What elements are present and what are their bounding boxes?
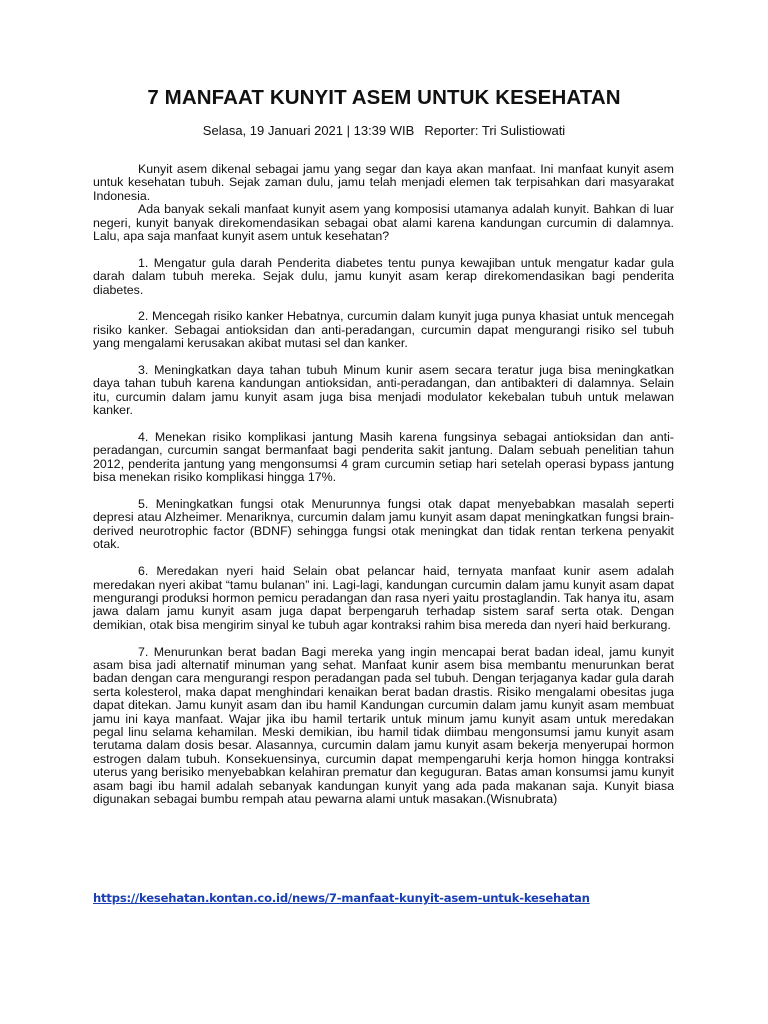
- article-reporter: Reporter: Tri Sulistiowati: [424, 123, 566, 138]
- article-title: 7 MANFAAT KUNYIT ASEM UNTUK KESEHATAN: [147, 86, 621, 109]
- intro-paragraph: Kunyit asem dikenal sebagai jamu yang segar dan kaya akan manfaat. Ini manfaat kunyit asem untuk kesehatan tubuh. Sejak zaman dulu, jamu telah menjadi elemen tak terpisahkan dari masyarakat Indonesia.: [93, 162, 674, 203]
- benefit-item-3: 3. Meningkatkan daya tahan tubuh Minum kunir asem secara teratur juga bisa meningkatkan daya tahan tubuh karena kandungan antioksidan, anti-peradangan, dan antibakteri di dalamnya. Selain itu, curcumin dalam jamu kunyit asam juga bisa menjadi modulator kekebalan tubuh untuk melawan kanker.: [93, 363, 674, 418]
- article-body: [93, 163, 674, 806]
- benefit-item-1: 1. Mengatur gula darah Penderita diabetes tentu punya kewajiban untuk mengatur kadar gula darah dalam tubuh mereka. Sejak dulu, jamu kunyit asam kerap direkomendasikan bagi penderita diabetes.: [93, 255, 674, 297]
- benefit-item-7: 7. Menurunkan berat badan Bagi mereka yang ingin mencapai berat badan ideal, jamu kunyit asam bisa jadi alternatif minuman yang sehat. Manfaat kunir asem bisa membantu menurunkan berat badan dengan cara mengurangi respon peradangan pada sel tubuh. Dengan terjaganya kadar gula darah serta kolesterol, maka dapat menghindari kenaikan berat badan drastis. Risiko mengalami obesitas juga dapat ditekan. Jamu kunyit asam dan ibu hamil Kandungan curcumin dalam jamu kunyit asam membuat jamu ini kaya manfaat. Wajar jika ibu hamil tertarik untuk minum jamu kunyit asam untuk meredakan pegal linu selama kehamilan. Meski demikian, ibu hamil tidak diimbau mengonsumsi jamu kunyit asam terutama dalam dosis besar. Alasannya, curcumin dalam jamu kunyit asam bekerja menyerupai hormon estrogen dalam tubuh. Konsekuensinya, curcumin dapat mempengaruhi kerja homon hingga kontraksi uterus yang berisiko menyebabkan kelahiran prematur dan keguguran. Batas aman konsumsi jamu kunyit asam bagi ibu hamil adalah sebanyak kandungan kunyit yang ada pada makanan saja. Kunyit biasa digunakan sebagai bumbu rempah atau pewarna alami untuk masakan.(Wisnubrata): [93, 644, 674, 806]
- benefit-item-4: 4. Menekan risiko komplikasi jantung Masih karena fungsinya sebagai antioksidan dan anti-peradangan, curcumin sangat bermanfaat bagi penderita sakit jantung. Dalam sebuah penelitian tahun 2012, penderita jantung yang mengonsumsi 4 gram curcumin setiap hari setelah operasi bypass jantung bisa menekan risiko komplikasi hingga 17%.: [93, 430, 674, 485]
- intro-paragraph: Ada banyak sekali manfaat kunyit asem yang komposisi utamanya adalah kunyit. Bahkan di luar negeri, kunyit banyak direkomendasikan sebagai obat alami karena kandungan curcumin di dalamnya. Lalu, apa saja manfaat kunyit asem untuk kesehatan?: [93, 202, 674, 244]
- article-date: Selasa, 19 Januari 2021 | 13:39 WIB: [202, 123, 415, 138]
- article-meta: [0, 123, 768, 138]
- source-link[interactable]: https://kesehatan.kontan.co.id/news/7-manfaat-kunyit-asem-untuk-kesehatan: [93, 891, 590, 905]
- benefit-item-6: 6. Meredakan nyeri haid Selain obat pelancar haid, ternyata manfaat kunir asem adalah meredakan nyeri akibat “tamu bulanan” ini. Lagi-lagi, kandungan curcumin dalam jamu kunyit asam dapat mengurangi produksi hormon pemicu peradangan dan rasa nyeri yaitu prostaglandin. Tak hanya itu, asam jawa dalam jamu kunyit asam juga dapat berpengaruh terhadap sistem saraf serta otak. Dengan demikian, otak bisa mengirim sinyal ke tubuh agar kontraksi rahim bisa mereda dan nyeri haid berkurang.: [93, 564, 674, 632]
- benefit-item-2: 2. Mencegah risiko kanker Hebatnya, curcumin dalam kunyit juga punya khasiat untuk mencegah risiko kanker. Sebagai antioksidan dan anti-peradangan, curcumin dapat mengurangi risiko sel tubuh yang mengalami kerusakan akibat mutasi sel dan kanker.: [93, 309, 674, 351]
- benefit-item-5: 5. Meningkatkan fungsi otak Menurunnya fungsi otak dapat menyebabkan masalah seperti depresi atau Alzheimer. Menariknya, curcumin dalam jamu kunyit asam dapat meningkatkan fungsi brain-derived neurotrophic factor (BDNF) sehingga fungsi otak meningkat dan tidak rentan terkena penyakit otak.: [93, 497, 674, 552]
